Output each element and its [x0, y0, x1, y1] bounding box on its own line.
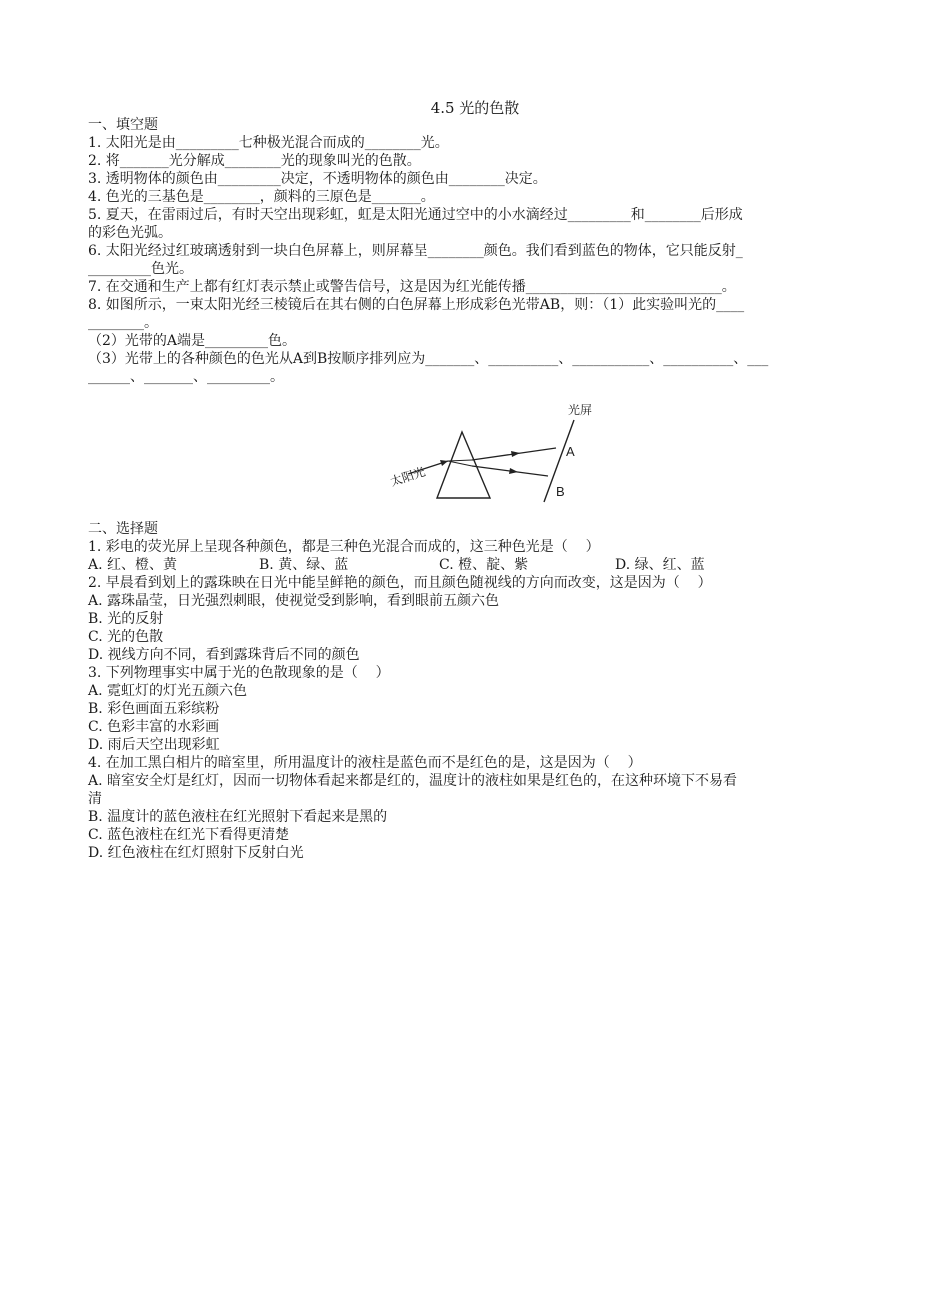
point-b-label: B	[556, 484, 565, 499]
question-line: _________色光。	[88, 261, 193, 277]
page-title: 4.5 光的色散	[430, 99, 520, 117]
question-stem: 3. 下列物理事实中属于光的色散现象的是（ ）	[88, 665, 390, 681]
question-line: ______、_______、_________。	[88, 369, 284, 385]
question-line: 7. 在交通和生产上都有红灯表示禁止或警告信号，这是因为红光能传播____________________________。	[88, 279, 736, 295]
option: C. 色彩丰富的水彩画	[88, 719, 220, 735]
question-line: 2. 将_______光分解成________光的现象叫光的色散。	[88, 153, 421, 169]
option: B. 黄、绿、蓝	[259, 557, 349, 573]
option-row	[88, 556, 878, 574]
option: A. 霓虹灯的灯光五颜六色	[88, 683, 248, 699]
fill-in-section	[88, 116, 878, 386]
option: C. 橙、靛、紫	[439, 557, 529, 573]
question-line: ________。	[88, 315, 158, 331]
question-line: （2）光带的A端是_________色。	[88, 333, 297, 349]
option: D. 视线方向不同，看到露珠背后不同的颜色	[88, 647, 360, 663]
question-line: （3）光带上的各种颜色的色光从A到B按顺序排列应为_______、__________、___________、__________、___	[88, 351, 769, 367]
point-a-label: A	[566, 444, 575, 459]
section-heading: 二、选择题	[88, 521, 158, 537]
prism-diagram	[380, 400, 600, 505]
arrow-icon	[440, 460, 448, 466]
option: B. 光的反射	[88, 611, 164, 627]
option: D. 红色液柱在红灯照射下反射白光	[88, 845, 304, 861]
option: C. 光的色散	[88, 629, 164, 645]
option: C. 蓝色液柱在红光下看得更清楚	[88, 827, 290, 843]
option: A. 暗室安全灯是红灯，因而一切物体看起来都是红的，温度计的液柱如果是红色的，在这种环境下不易看	[88, 773, 738, 789]
question-line: 5. 夏天，在雷雨过后，有时天空出现彩虹，虹是太阳光通过空中的小水滴经过_________和________后形成	[88, 207, 743, 223]
option: D. 绿、红、蓝	[615, 557, 705, 573]
question-line: 6. 太阳光经过红玻璃透射到一块白色屏幕上，则屏幕呈________颜色。我们看到蓝色的物体，它只能反射_	[88, 243, 743, 259]
question-line: 的彩色光弧。	[88, 225, 172, 241]
prism-shape	[437, 432, 490, 498]
screen-label: 光屏	[568, 403, 593, 417]
option: B. 彩色画面五彩缤粉	[88, 701, 220, 717]
question-stem: 2. 早晨看到划上的露珠映在日光中能呈鲜艳的颜色，而且颜色随视线的方向而改变，这是因为（ ）	[88, 575, 712, 591]
option: B. 温度计的蓝色液柱在红光照射下看起来是黑的	[88, 809, 388, 825]
question-line: 4. 色光的三基色是________，颜料的三原色是_______。	[88, 189, 435, 205]
option: A. 露珠晶莹，日光强烈刺眼，使视觉受到影响，看到眼前五颜六色	[88, 593, 500, 609]
arrow-icon	[509, 468, 518, 474]
question-line: 1. 太阳光是由_________七种极光混合而成的________光。	[88, 135, 449, 151]
question-stem: 4. 在加工黑白相片的暗室里，所用温度计的液柱是蓝色而不是红色的是，这是因为（ ）	[88, 755, 642, 771]
option: 清	[88, 791, 102, 807]
refracted-ray-b	[448, 461, 472, 466]
sun-label: 太阳光	[388, 464, 428, 489]
question-line: 8. 如图所示，一束太阳光经三棱镜后在其右侧的白色屏幕上形成彩色光带AB，则：（1）此实验叫光的____	[88, 297, 745, 313]
arrow-icon	[511, 451, 520, 457]
option: A. 红、橙、黄	[88, 557, 178, 573]
question-line: 3. 透明物体的颜色由_________决定，不透明物体的颜色由________决定。	[88, 171, 547, 187]
choice-section	[88, 520, 878, 862]
section-heading: 一、填空题	[88, 117, 158, 133]
question-stem: 1. 彩电的荧光屏上呈现各种颜色，都是三种色光混合而成的，这三种色光是（ ）	[88, 539, 600, 555]
option: D. 雨后天空出现彩虹	[88, 737, 220, 753]
